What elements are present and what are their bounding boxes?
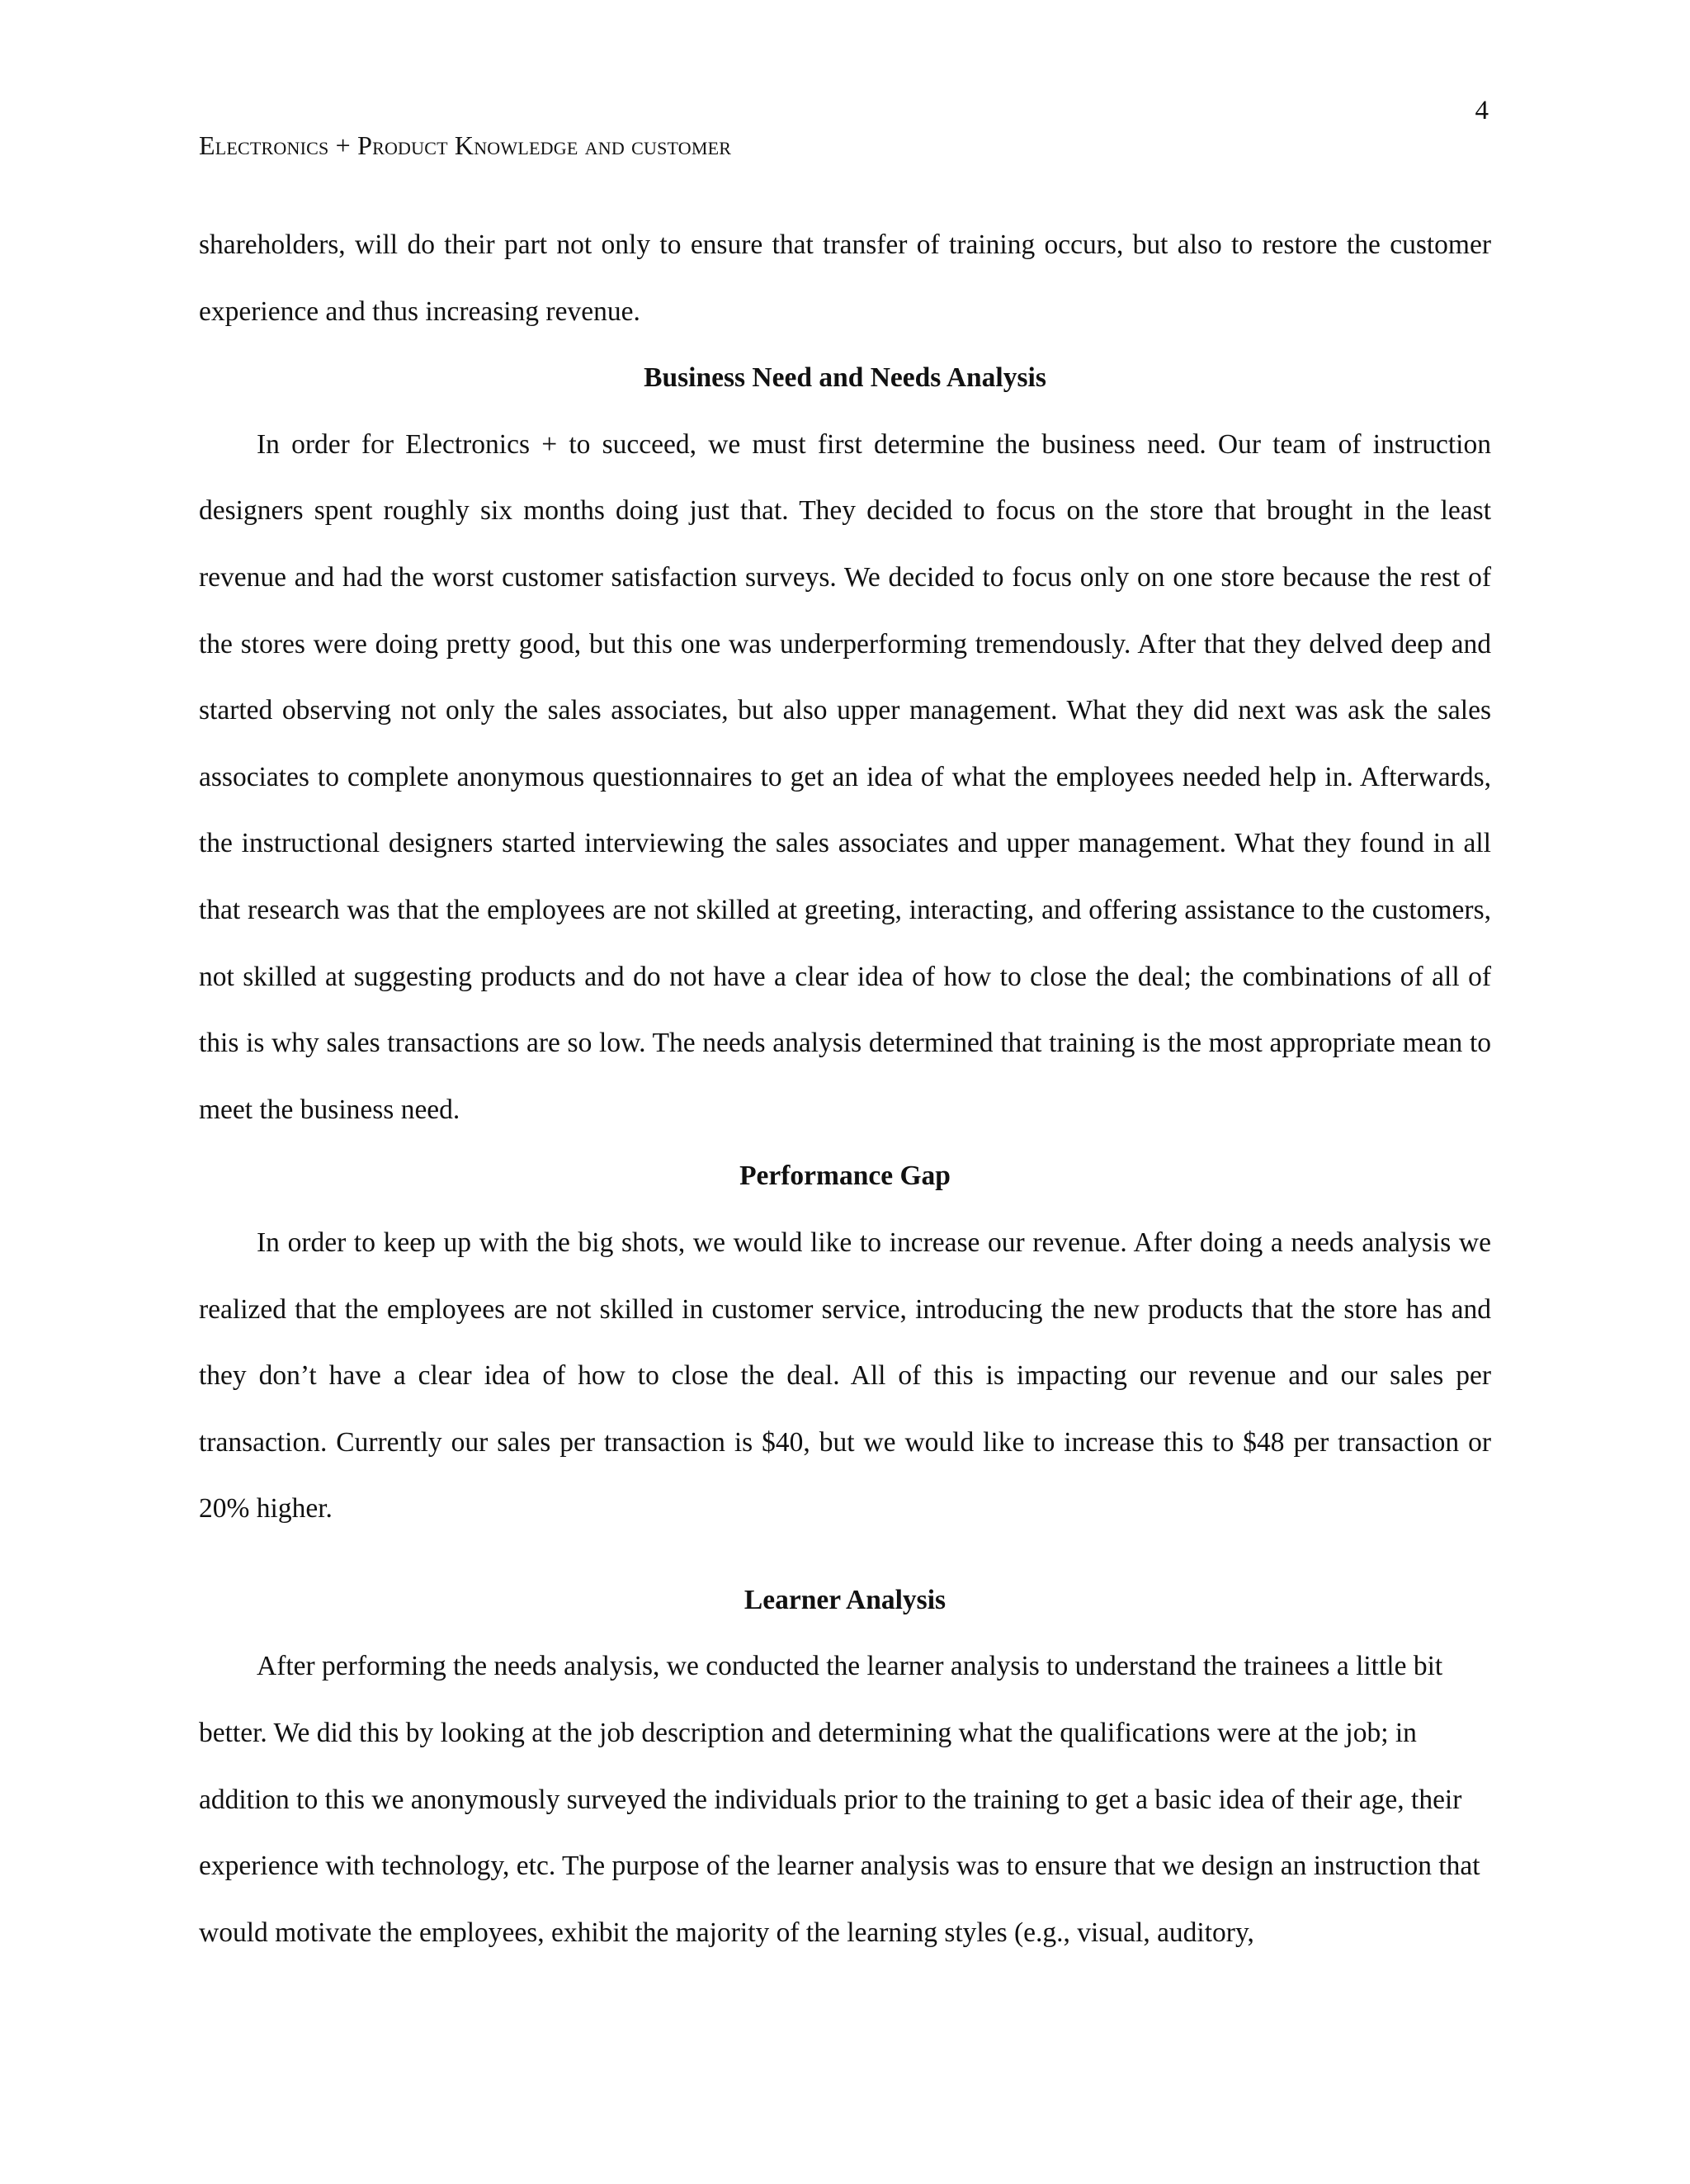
- continuation-paragraph: shareholders, will do their part not only to ensure that transfer of training occurs, but also to restore the customer experience and thus increasing revenue.: [199, 229, 1491, 327]
- paragraph-performance-gap: In order to keep up with the big shots, we would like to increase our revenue. After doing a needs analysis we realized that the employees are not skilled in customer service, introducing the new products that the store has and they don’t have a clear idea of how to close the deal. All of this is impacting our revenue and our sales per transaction. Currently our sales per transaction is $40, but we would like to increase this to $48 per transaction or 20% higher.: [199, 1227, 1491, 1525]
- running-head: Electronics + Product Knowledge and customer: [199, 130, 732, 160]
- section-heading-learner-analysis: Learner Analysis: [744, 1584, 946, 1615]
- section-heading-performance-gap: Performance Gap: [739, 1161, 951, 1192]
- page-number: 4: [1475, 96, 1489, 125]
- paragraph-business-need: In order for Electronics + to succeed, we must first determine the business need. Our team of instruction designers spent roughly six months doing just that. They decided to focus on the store that brought in the least revenue and had the worst customer satisfaction surveys. We decided to focus only on one store because the rest of the stores were doing pretty good, but this one was underperforming tremendously. After that they delved deep and started observing not only the sales associates, but also upper management. What they did next was ask the sales associates to complete anonymous questionnaires to get an idea of what the employees needed help in. Afterwards, the instructional designers started interviewing the sales associates and upper management. What they found in all that research was that the employees are not skilled at greeting, interacting, and offering assistance to the customers, not skilled at suggesting products and do not have a clear idea of how to close the deal; the combinations of all of this is why sales transactions are so low. The needs analysis determined that training is the most appropriate mean to meet the business need.: [199, 428, 1491, 1125]
- document-body: [199, 212, 1491, 1966]
- section-spacer: [199, 1543, 1491, 1567]
- paragraph-learner-analysis: After performing the needs analysis, we conducted the learner analysis to understand the trainees a little bit better. We did this by looking at the job description and determining what the qualifications were at the job; in addition to this we anonymously surveyed the individuals prior to the training to get a basic idea of their age, their experience with technology, etc. The purpose of the learner analysis was to ensure that we design an instruction that would motivate the employees, exhibit the majority of the learning styles (e.g., visual, auditory,: [199, 1651, 1480, 1948]
- section-heading-business-need: Business Need and Needs Analysis: [644, 362, 1046, 394]
